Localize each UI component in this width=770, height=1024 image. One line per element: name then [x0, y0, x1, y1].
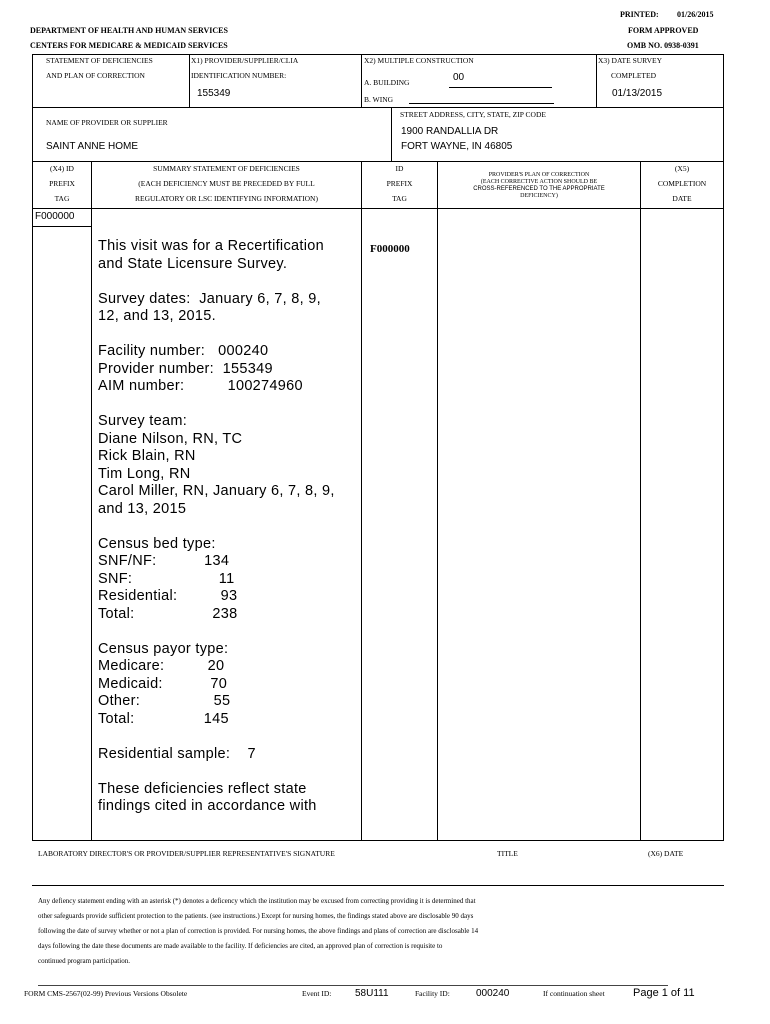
footnote-line2: other safeguards provide sufficient protection to the patients. (see instructions.) Except for nursing homes, the findings stated above are disclosable 90 days — [38, 912, 474, 920]
survey-completed-date: 01/13/2015 — [612, 88, 663, 99]
x4-header-line1: (X4) ID — [50, 164, 74, 173]
plan-header-line2: (EACH CORRECTIVE ACTION SHOULD BE — [480, 179, 598, 185]
plan-header-line4: DEFICIENCY) — [520, 193, 558, 199]
provider-name: SAINT ANNE HOME — [46, 141, 139, 152]
footnote-line1: Any defiency statement ending with an asterisk (*) denotes a deficency which the institution may be excused from correcting providing it is determined that — [38, 897, 476, 905]
x1-label-line1: X1) PROVIDER/SUPPLIER/CLIA — [191, 56, 299, 65]
street-label: STREET ADDRESS, CITY, STATE, ZIP CODE — [400, 110, 546, 119]
plan-header-line1: PROVIDER'S PLAN OF CORRECTION — [488, 172, 590, 178]
footnote-line5: continued program participation. — [38, 957, 130, 965]
omb-number: OMB NO. 0938-0391 — [627, 41, 699, 50]
printed-date: 01/26/2015 — [677, 10, 714, 19]
x5-header-line3: DATE — [672, 194, 692, 203]
event-id-label: Event ID: — [302, 989, 332, 998]
left-prefix-tag: F000000 — [35, 211, 75, 222]
summary-header-line2: (EACH DEFICIENCY MUST BE PRECEDED BY FULL — [138, 179, 315, 188]
provider-id-value: 155349 — [197, 88, 231, 99]
department-heading: DEPARTMENT OF HEALTH AND HUMAN SERVICES — [30, 26, 228, 35]
facility-id-label: Facility ID: — [415, 989, 450, 998]
id-header-line3: TAG — [392, 194, 407, 203]
plan-header-line3: CROSS-REFERENCED TO THE APPROPRIATE — [473, 186, 605, 192]
footnote-line4: days following the date these documents are made available to the facility. If deficiencies are cited, an approved plan of correction is requisite to — [38, 942, 443, 950]
x4-header-line3: TAG — [54, 194, 70, 203]
building-label: A. BUILDING — [364, 78, 410, 87]
statement-label-line2: AND PLAN OF CORRECTION — [46, 71, 145, 80]
footnote-line3: following the date of survey whether or not a plan of correction is provided. For nursing homes, the above findings and plans of correction are disclosable 14 — [38, 927, 479, 935]
facility-id-value: 000240 — [476, 988, 510, 999]
id-header-line1: ID — [395, 164, 404, 173]
x3-label-line2: COMPLETED — [611, 71, 656, 80]
statement-label-line1: STATEMENT OF DEFICIENCIES — [46, 56, 153, 65]
page-number: Page 1 of 11 — [633, 987, 695, 999]
right-prefix-tag: F000000 — [370, 243, 410, 255]
building-value: 00 — [453, 72, 465, 83]
x2-label: X2) MULTIPLE CONSTRUCTION — [364, 56, 474, 65]
summary-header-line3: REGULATORY OR LSC IDENTIFYING INFORMATION) — [135, 194, 318, 203]
street-address: 1900 RANDALLIA DR — [401, 126, 499, 137]
printed-label: PRINTED: — [620, 10, 659, 19]
provider-name-label: NAME OF PROVIDER OR SUPPLIER — [46, 118, 168, 127]
form-number-label: FORM CMS-2567(02-99) Previous Versions Obsolete — [24, 989, 188, 998]
signature-label: LABORATORY DIRECTOR'S OR PROVIDER/SUPPLIER REPRESENTATIVE'S SIGNATURE — [38, 849, 335, 858]
summary-statement-text: This visit was for a Recertification and State Licensure Survey. Survey dates: January 6, 7, 8, 9, 12, and 13, 2015. Facility number: 000240 Provider number: 155349 AIM number: 100274960 Survey team: Diane Nilson, RN, TC Rick Blain, RN Tim Long, RN Carol Miller, RN, January 6, 7, 8, 9, and 13, 2015 Census bed type: SNF/NF: 134 SNF: 11 Residential: 93 Total: 238 Census payor type: Medicare: 20 Medicaid: 70 Other: 55 Total: 145 Residential sample: 7 These deficiencies reflect state findings cited in accordance with — [98, 238, 335, 814]
summary-header-line1: SUMMARY STATEMENT OF DEFICIENCIES — [153, 164, 300, 173]
x5-header-line1: (X5) — [674, 164, 690, 173]
x4-header-line2: PREFIX — [49, 179, 75, 188]
id-header-line2: PREFIX — [386, 179, 413, 188]
wing-label: B. WING — [364, 95, 394, 104]
continuation-label: If continuation sheet — [543, 989, 605, 998]
x6-date-label: (X6) DATE — [648, 849, 684, 858]
title-label: TITLE — [497, 849, 518, 858]
x3-label-line1: X3) DATE SURVEY — [598, 56, 662, 65]
form-approved-label: FORM APPROVED — [628, 26, 699, 35]
x5-header-line2: COMPLETION — [657, 179, 707, 188]
city-state-zip: FORT WAYNE, IN 46805 — [401, 141, 513, 152]
cms-heading: CENTERS FOR MEDICARE & MEDICAID SERVICES — [30, 41, 228, 50]
event-id-value: 58U111 — [355, 988, 389, 999]
x1-label-line2: IDENTIFICATION NUMBER: — [191, 71, 287, 80]
